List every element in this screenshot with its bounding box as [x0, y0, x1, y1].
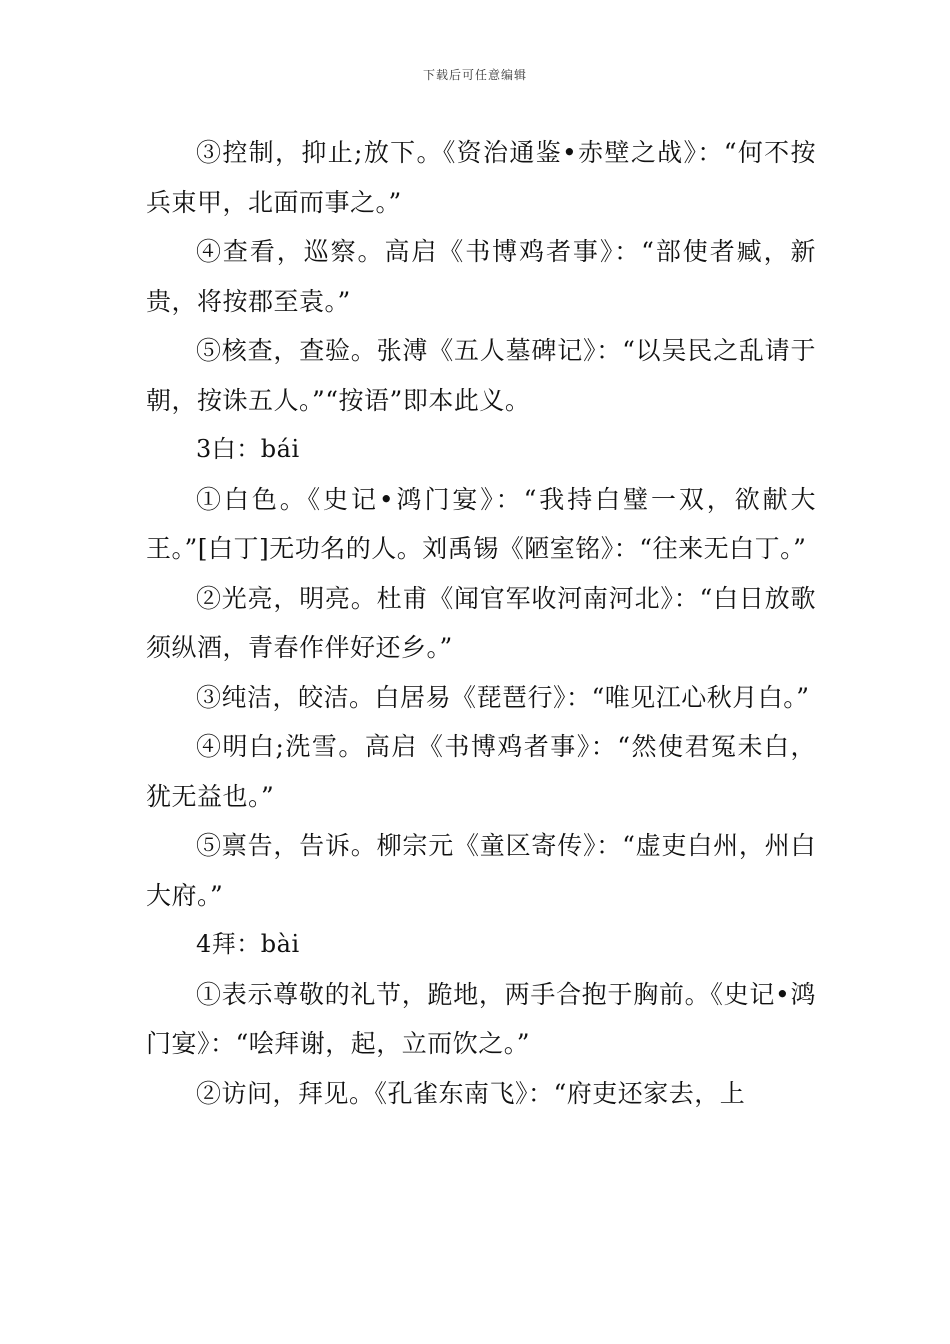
paragraph-an-meaning-5: ⑤核查，查验。张溥《五人墓碑记》：“以吴民之乱请于朝，按诛五人。”“按语”即本此义。	[146, 336, 816, 415]
paragraph-an-meaning-3: ③控制，抑止;放下。《资治通鉴•赤壁之战》：“何不按兵束甲，北面而事之。”	[146, 138, 816, 217]
paragraph-bai-bow-meaning-2: ②访问，拜见。《孔雀东南飞》：“府吏还家去，上	[196, 1078, 746, 1108]
entry-heading-bai-bow: 4拜：bài	[196, 930, 300, 958]
paragraph-bai-meaning-4: ④明白;洗雪。高启《书博鸡者事》：“然使君冤未白，犹无益也。”	[146, 732, 816, 811]
header-note: 下载后可任意编辑	[422, 68, 527, 82]
paragraph-bai-bow-meaning-1: ①表示尊敬的礼节，跪地，两手合抱于胸前。《史记•鸿门宴》：“哙拜谢，起，立而饮之。”	[146, 979, 816, 1058]
paragraph-bai-meaning-3: ③纯洁，皎洁。白居易《琵琶行》：“唯见江心秋月白。”	[196, 682, 810, 712]
document-body	[146, 128, 816, 1118]
paragraph-bai-meaning-2: ②光亮，明亮。杜甫《闻官军收河南河北》：“白日放歌须纵酒，青春作伴好还乡。”	[146, 583, 816, 662]
paragraph-bai-meaning-5: ⑤禀告，告诉。柳宗元《童区寄传》：“虚吏白州，州白大府。”	[146, 831, 816, 910]
entry-heading-bai-white: 3白：bái	[196, 435, 300, 463]
paragraph-an-meaning-4: ④查看，巡察。高启《书博鸡者事》：“部使者臧，新贵，将按郡至袁。”	[146, 237, 816, 316]
paragraph-bai-meaning-1: ①白色。《史记•鸿门宴》：“我持白璧一双，欲献大王。”[白丁]无功名的人。刘禹锡《陋室铭》：“往来无白丁。”	[146, 484, 816, 563]
